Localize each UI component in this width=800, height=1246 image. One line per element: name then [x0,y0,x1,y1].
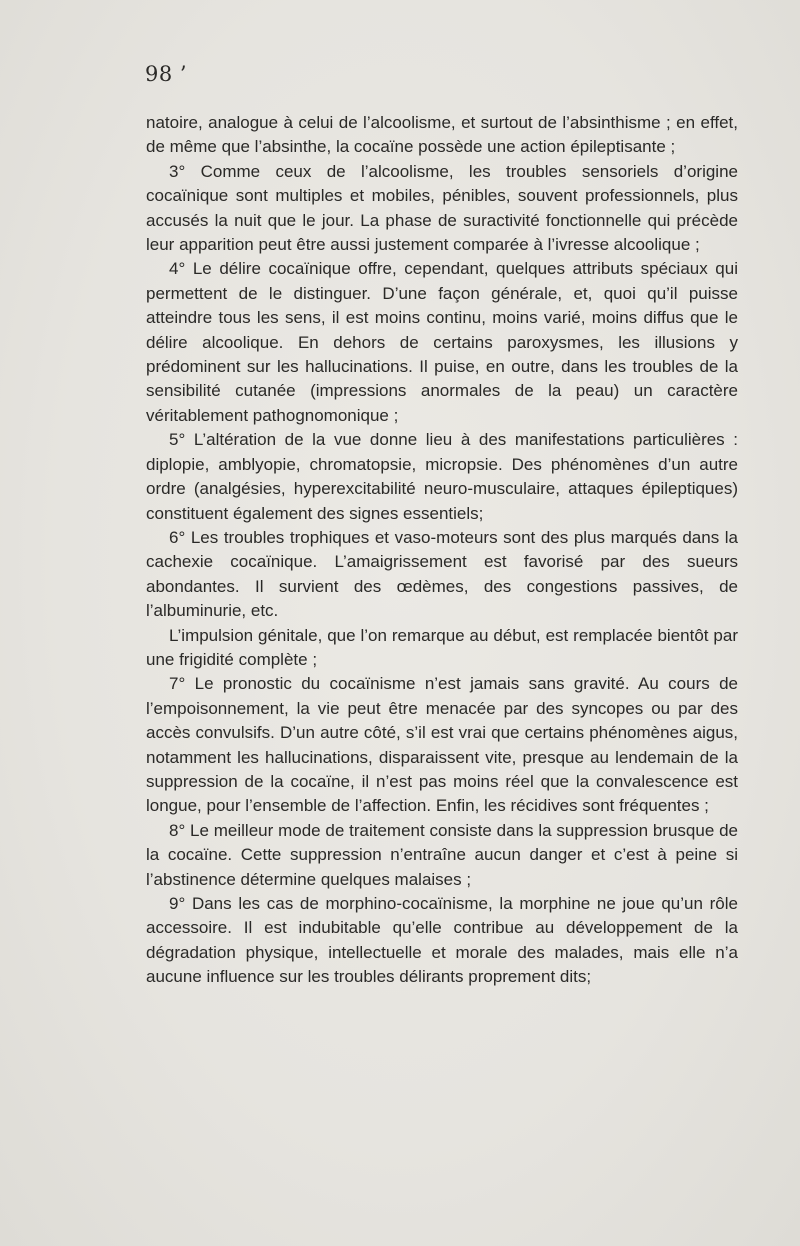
paragraph-point-9: 9° Dans les cas de morphino-cocaïnisme, la morphine ne joue qu’un rôle accessoire. Il est indubitable qu’elle contribue au développement de la dégradation physique, intellectuelle et morale des malades, mais elle n’a aucune influence sur les troubles délirants proprement dits; [146,894,738,987]
paragraph-continuation: natoire, analogue à celui de l’alcoolisme, et surtout de l’absinthisme ; en effet, de même que l’absinthe, la cocaïne possède une action épileptisante ; [146,113,738,157]
paragraph-point-8: 8° Le meilleur mode de traitement consiste dans la suppression brusque de la cocaïne. Cette suppression n’entraîne aucun danger et c’est à peine si l’abstinence détermine quelques malaises ; [146,820,738,889]
body-text [146,111,738,990]
paragraph-point-4: 4° Le délire cocaïnique offre, cependant, quelques attributs spéciaux qui permettent de le distinguer. D’une façon générale, et, quoi qu’il puisse atteindre tous les sens, il est moins continu, moins varié, moins diffus que le délire alcoolique. En dehors de certains paroxysmes, les illusions y prédominent sur les hallucinations. Il puise, en outre, dans les troubles de la sensibilité cutanée (impressions anormales de la peau) un caractère véritablement pathognomonique ; [146,259,738,425]
paragraph-point-3: 3° Comme ceux de l’alcoolisme, les troubles sensoriels d’origine cocaïnique sont multiples et mobiles, pénibles, souvent professionnels, plus accusés la nuit que le jour. La phase de suractivité fonctionnelle qui précède leur apparition peut être aussi justement comparée à l’ivresse alcoolique ; [146,161,738,255]
paragraph-point-6: 6° Les troubles trophiques et vaso-moteurs sont des plus marqués dans la cachexie cocaïnique. L’amaigrissement est favorisé par des sueurs abondantes. Il survient des œdèmes, des congestions passives, de l’albuminurie, etc. [146,527,738,621]
paragraph-impulsion: L’impulsion génitale, que l’on remarque au début, est remplacée bientôt par une frigidité complète ; [146,625,738,669]
paragraph-point-7: 7° Le pronostic du cocaïnisme n’est jamais sans gravité. Au cours de l’empoisonnement, la vie peut être menacée par des syncopes ou par des accès convulsifs. D’un autre côté, s’il est vrai que certains phénomènes aigus, notamment les hallucinations, disparaissent vite, presque au lendemain de la suppression de la cocaïne, il n’est pas moins réel que la convalescence est longue, pour l’ensemble de l’affection. Enfin, les récidives sont fréquentes ; [146,674,738,816]
page-number: 98 ’ [145,62,188,86]
paragraph-point-5: 5° L’altération de la vue donne lieu à des manifestations particulières : diplopie, amblyopie, chromatopsie, micropsie. Des phénomènes d’un autre ordre (analgésies, hyperexcitabilité neuro-musculaire, attaques épileptiques) constituent également des signes essentiels; [146,430,738,523]
